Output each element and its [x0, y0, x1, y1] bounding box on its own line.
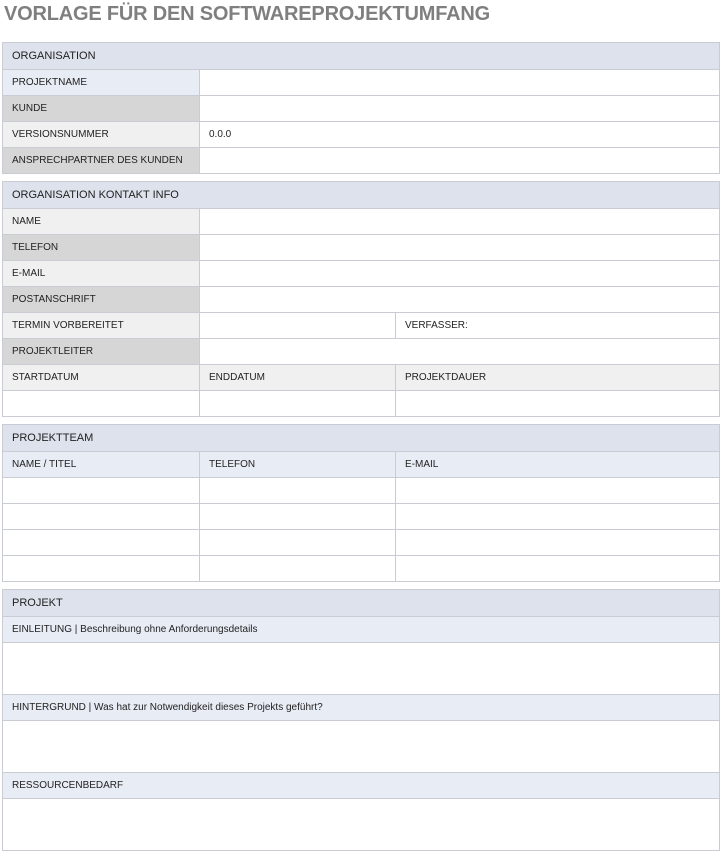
introduction-label: EINLEITUNG | Beschreibung ohne Anforderungsdetails: [3, 617, 720, 643]
project-manager-field[interactable]: [200, 339, 720, 365]
date-prepared-label: TERMIN VORBEREITET: [3, 313, 200, 339]
customer-contact-label: ANSPRECHPARTNER DES KUNDEN: [3, 148, 200, 174]
team-phone-cell[interactable]: [200, 530, 396, 556]
start-date-label: STARTDATUM: [3, 365, 200, 391]
project-duration-field[interactable]: [396, 391, 720, 417]
project-manager-label: PROJEKTLEITER: [3, 339, 200, 365]
version-field[interactable]: 0.0.0: [200, 122, 720, 148]
table-row: [3, 556, 720, 582]
background-label: HINTERGRUND | Was hat zur Notwendigkeit dieses Projekts geführt?: [3, 695, 720, 721]
customer-field[interactable]: [200, 96, 720, 122]
team-name-cell[interactable]: [3, 556, 200, 582]
contact-table: [2, 181, 720, 417]
postal-address-field[interactable]: [200, 287, 720, 313]
project-duration-label: PROJEKTDAUER: [396, 365, 720, 391]
team-email-cell[interactable]: [396, 504, 720, 530]
team-name-cell[interactable]: [3, 530, 200, 556]
table-row: [3, 478, 720, 504]
team-header: PROJEKTTEAM: [3, 425, 720, 452]
team-table: [2, 424, 720, 582]
team-phone-cell[interactable]: [200, 478, 396, 504]
contact-email-label: E-MAIL: [3, 261, 200, 287]
postal-address-label: POSTANSCHRIFT: [3, 287, 200, 313]
team-email-cell[interactable]: [396, 478, 720, 504]
contact-email-field[interactable]: [200, 261, 720, 287]
project-header: PROJEKT: [3, 590, 720, 617]
team-col-phone: TELEFON: [200, 452, 396, 478]
date-prepared-field[interactable]: [200, 313, 396, 339]
contact-phone-label: TELEFON: [3, 235, 200, 261]
end-date-field[interactable]: [200, 391, 396, 417]
author-field[interactable]: VERFASSER:: [396, 313, 720, 339]
start-date-field[interactable]: [3, 391, 200, 417]
organisation-header: ORGANISATION: [3, 43, 720, 70]
team-phone-cell[interactable]: [200, 504, 396, 530]
contact-phone-field[interactable]: [200, 235, 720, 261]
resources-label: RESSOURCENBEDARF: [3, 773, 720, 799]
team-email-cell[interactable]: [396, 556, 720, 582]
contact-name-label: NAME: [3, 209, 200, 235]
team-email-cell[interactable]: [396, 530, 720, 556]
project-table: [2, 589, 720, 851]
contact-header: ORGANISATION KONTAKT INFO: [3, 182, 720, 209]
resources-field[interactable]: [3, 799, 720, 851]
organisation-table: [2, 42, 720, 174]
version-label: VERSIONSNUMMER: [3, 122, 200, 148]
project-name-label: PROJEKTNAME: [3, 70, 200, 96]
table-row: [3, 504, 720, 530]
team-name-cell[interactable]: [3, 478, 200, 504]
team-name-cell[interactable]: [3, 504, 200, 530]
customer-contact-field[interactable]: [200, 148, 720, 174]
customer-label: KUNDE: [3, 96, 200, 122]
project-name-field[interactable]: [200, 70, 720, 96]
table-row: [3, 530, 720, 556]
introduction-field[interactable]: [3, 643, 720, 695]
team-col-email: E-MAIL: [396, 452, 720, 478]
team-col-name: NAME / TITEL: [3, 452, 200, 478]
contact-name-field[interactable]: [200, 209, 720, 235]
team-phone-cell[interactable]: [200, 556, 396, 582]
background-field[interactable]: [3, 721, 720, 773]
page-title: VORLAGE FÜR DEN SOFTWAREPROJEKTUMFANG: [4, 3, 490, 25]
end-date-label: ENDDATUM: [200, 365, 396, 391]
